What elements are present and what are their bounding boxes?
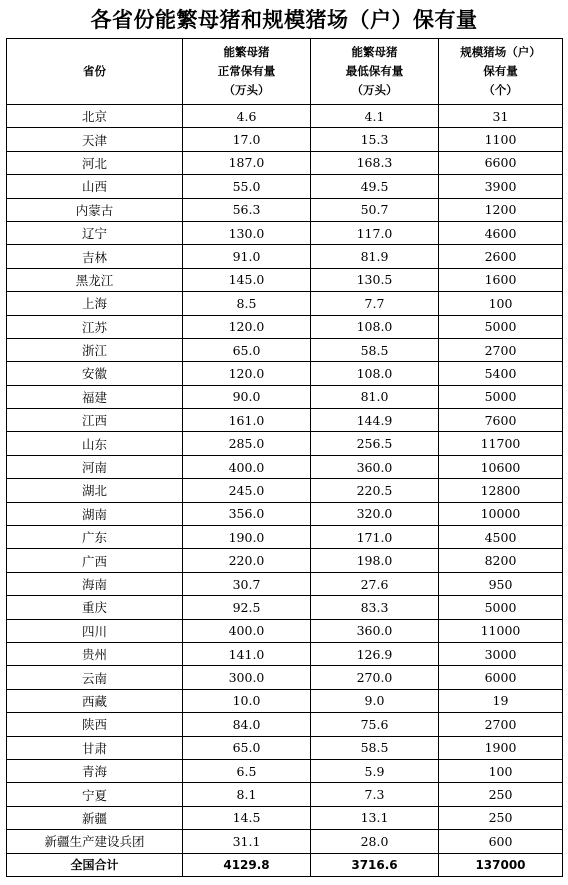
minimum-stock-cell: 49.5 bbox=[311, 175, 439, 198]
farm-count-cell: 250 bbox=[439, 806, 563, 829]
farm-count-cell: 12800 bbox=[439, 479, 563, 502]
minimum-stock-cell: 360.0 bbox=[311, 619, 439, 642]
table-row bbox=[7, 268, 563, 291]
table-row bbox=[7, 526, 563, 549]
minimum-stock-cell: 256.5 bbox=[311, 432, 439, 455]
normal-stock-cell: 145.0 bbox=[183, 268, 311, 291]
normal-stock-cell: 190.0 bbox=[183, 526, 311, 549]
table-row bbox=[7, 338, 563, 361]
farm-count-cell: 31 bbox=[439, 105, 563, 128]
farm-count-cell: 950 bbox=[439, 572, 563, 595]
farm-count-cell: 4500 bbox=[439, 526, 563, 549]
normal-stock-cell: 92.5 bbox=[183, 596, 311, 619]
header-normal-stock: 能繁母猪 正常保有量 （万头） bbox=[183, 39, 311, 105]
minimum-stock-cell: 320.0 bbox=[311, 502, 439, 525]
normal-stock-cell: 10.0 bbox=[183, 689, 311, 712]
farm-count-cell: 7600 bbox=[439, 409, 563, 432]
minimum-stock-cell: 15.3 bbox=[311, 128, 439, 151]
normal-stock-cell: 4.6 bbox=[183, 105, 311, 128]
province-cell: 江苏 bbox=[7, 315, 183, 338]
normal-stock-cell: 300.0 bbox=[183, 666, 311, 689]
table-row bbox=[7, 105, 563, 128]
farm-count-cell: 1600 bbox=[439, 268, 563, 291]
farm-count-cell: 100 bbox=[439, 759, 563, 782]
table-row bbox=[7, 409, 563, 432]
table-row bbox=[7, 713, 563, 736]
table-row bbox=[7, 666, 563, 689]
province-cell: 安徽 bbox=[7, 362, 183, 385]
table-row bbox=[7, 642, 563, 665]
normal-stock-cell: 56.3 bbox=[183, 198, 311, 221]
table-row bbox=[7, 432, 563, 455]
farm-count-cell: 1200 bbox=[439, 198, 563, 221]
table-row bbox=[7, 315, 563, 338]
normal-stock-cell: 120.0 bbox=[183, 362, 311, 385]
normal-stock-cell: 220.0 bbox=[183, 549, 311, 572]
farm-count-cell: 6600 bbox=[439, 151, 563, 174]
minimum-stock-cell: 4.1 bbox=[311, 105, 439, 128]
table-row bbox=[7, 759, 563, 782]
table-row bbox=[7, 596, 563, 619]
table-row bbox=[7, 175, 563, 198]
normal-stock-cell: 90.0 bbox=[183, 385, 311, 408]
normal-stock-cell: 130.0 bbox=[183, 221, 311, 244]
normal-stock-cell: 84.0 bbox=[183, 713, 311, 736]
province-cell: 云南 bbox=[7, 666, 183, 689]
minimum-stock-cell: 5.9 bbox=[311, 759, 439, 782]
table-row bbox=[7, 783, 563, 806]
farm-count-cell: 2600 bbox=[439, 245, 563, 268]
farm-count-cell: 8200 bbox=[439, 549, 563, 572]
farm-count-cell: 4600 bbox=[439, 221, 563, 244]
province-cell: 河南 bbox=[7, 455, 183, 478]
header-minimum-stock: 能繁母猪 最低保有量 （万头） bbox=[311, 39, 439, 105]
farm-count-cell: 5000 bbox=[439, 596, 563, 619]
farm-count-cell: 600 bbox=[439, 830, 563, 853]
minimum-stock-cell: 126.9 bbox=[311, 642, 439, 665]
province-cell: 广东 bbox=[7, 526, 183, 549]
minimum-stock-cell: 13.1 bbox=[311, 806, 439, 829]
table-row bbox=[7, 736, 563, 759]
farm-count-cell: 5000 bbox=[439, 385, 563, 408]
normal-stock-cell: 6.5 bbox=[183, 759, 311, 782]
table-row bbox=[7, 619, 563, 642]
table-row bbox=[7, 198, 563, 221]
farm-count-cell: 1100 bbox=[439, 128, 563, 151]
normal-stock-cell: 400.0 bbox=[183, 455, 311, 478]
minimum-stock-cell: 28.0 bbox=[311, 830, 439, 853]
farm-count-cell: 11700 bbox=[439, 432, 563, 455]
page-title: 各省份能繁母猪和规模猪场（户）保有量 bbox=[90, 8, 478, 32]
farm-count-cell: 5000 bbox=[439, 315, 563, 338]
minimum-stock-cell: 168.3 bbox=[311, 151, 439, 174]
normal-stock-cell: 245.0 bbox=[183, 479, 311, 502]
province-cell: 上海 bbox=[7, 292, 183, 315]
normal-stock-cell: 14.5 bbox=[183, 806, 311, 829]
farm-count-cell: 3900 bbox=[439, 175, 563, 198]
minimum-stock-cell: 117.0 bbox=[311, 221, 439, 244]
province-cell: 贵州 bbox=[7, 642, 183, 665]
total-minimum: 3716.6 bbox=[311, 853, 439, 876]
farm-count-cell: 2700 bbox=[439, 713, 563, 736]
table-row bbox=[7, 689, 563, 712]
total-row bbox=[7, 853, 563, 876]
table-row bbox=[7, 292, 563, 315]
province-cell: 浙江 bbox=[7, 338, 183, 361]
province-cell: 新疆生产建设兵团 bbox=[7, 830, 183, 853]
minimum-stock-cell: 58.5 bbox=[311, 736, 439, 759]
farm-count-cell: 10000 bbox=[439, 502, 563, 525]
normal-stock-cell: 187.0 bbox=[183, 151, 311, 174]
minimum-stock-cell: 9.0 bbox=[311, 689, 439, 712]
province-cell: 重庆 bbox=[7, 596, 183, 619]
minimum-stock-cell: 220.5 bbox=[311, 479, 439, 502]
minimum-stock-cell: 360.0 bbox=[311, 455, 439, 478]
normal-stock-cell: 141.0 bbox=[183, 642, 311, 665]
minimum-stock-cell: 27.6 bbox=[311, 572, 439, 595]
minimum-stock-cell: 198.0 bbox=[311, 549, 439, 572]
province-cell: 海南 bbox=[7, 572, 183, 595]
province-cell: 陕西 bbox=[7, 713, 183, 736]
table-row bbox=[7, 151, 563, 174]
province-cell: 吉林 bbox=[7, 245, 183, 268]
minimum-stock-cell: 108.0 bbox=[311, 362, 439, 385]
table-body bbox=[7, 105, 563, 854]
province-cell: 福建 bbox=[7, 385, 183, 408]
minimum-stock-cell: 7.3 bbox=[311, 783, 439, 806]
table-row bbox=[7, 128, 563, 151]
table-row bbox=[7, 362, 563, 385]
farm-count-cell: 11000 bbox=[439, 619, 563, 642]
province-cell: 江西 bbox=[7, 409, 183, 432]
province-cell: 河北 bbox=[7, 151, 183, 174]
table-row bbox=[7, 549, 563, 572]
total-normal: 4129.8 bbox=[183, 853, 311, 876]
minimum-stock-cell: 75.6 bbox=[311, 713, 439, 736]
province-cell: 黑龙江 bbox=[7, 268, 183, 291]
normal-stock-cell: 356.0 bbox=[183, 502, 311, 525]
province-cell: 四川 bbox=[7, 619, 183, 642]
data-table bbox=[6, 38, 563, 877]
table-row bbox=[7, 830, 563, 853]
table-row bbox=[7, 572, 563, 595]
minimum-stock-cell: 144.9 bbox=[311, 409, 439, 432]
normal-stock-cell: 161.0 bbox=[183, 409, 311, 432]
province-cell: 天津 bbox=[7, 128, 183, 151]
minimum-stock-cell: 270.0 bbox=[311, 666, 439, 689]
normal-stock-cell: 285.0 bbox=[183, 432, 311, 455]
province-cell: 宁夏 bbox=[7, 783, 183, 806]
farm-count-cell: 250 bbox=[439, 783, 563, 806]
normal-stock-cell: 400.0 bbox=[183, 619, 311, 642]
normal-stock-cell: 8.1 bbox=[183, 783, 311, 806]
normal-stock-cell: 65.0 bbox=[183, 338, 311, 361]
normal-stock-cell: 120.0 bbox=[183, 315, 311, 338]
farm-count-cell: 5400 bbox=[439, 362, 563, 385]
minimum-stock-cell: 108.0 bbox=[311, 315, 439, 338]
farm-count-cell: 1900 bbox=[439, 736, 563, 759]
normal-stock-cell: 30.7 bbox=[183, 572, 311, 595]
province-cell: 湖南 bbox=[7, 502, 183, 525]
table-row bbox=[7, 455, 563, 478]
minimum-stock-cell: 130.5 bbox=[311, 268, 439, 291]
farm-count-cell: 19 bbox=[439, 689, 563, 712]
province-cell: 湖北 bbox=[7, 479, 183, 502]
header-row bbox=[7, 39, 563, 105]
farm-count-cell: 100 bbox=[439, 292, 563, 315]
province-cell: 辽宁 bbox=[7, 221, 183, 244]
header-farm-count: 规模猪场（户） 保有量 （个） bbox=[439, 39, 563, 105]
table-row bbox=[7, 221, 563, 244]
province-cell: 北京 bbox=[7, 105, 183, 128]
province-cell: 山西 bbox=[7, 175, 183, 198]
minimum-stock-cell: 81.0 bbox=[311, 385, 439, 408]
minimum-stock-cell: 50.7 bbox=[311, 198, 439, 221]
minimum-stock-cell: 171.0 bbox=[311, 526, 439, 549]
minimum-stock-cell: 81.9 bbox=[311, 245, 439, 268]
province-cell: 甘肃 bbox=[7, 736, 183, 759]
province-cell: 内蒙古 bbox=[7, 198, 183, 221]
minimum-stock-cell: 83.3 bbox=[311, 596, 439, 619]
province-cell: 新疆 bbox=[7, 806, 183, 829]
farm-count-cell: 6000 bbox=[439, 666, 563, 689]
province-cell: 西藏 bbox=[7, 689, 183, 712]
header-province: 省份 bbox=[7, 39, 183, 105]
province-cell: 山东 bbox=[7, 432, 183, 455]
normal-stock-cell: 31.1 bbox=[183, 830, 311, 853]
farm-count-cell: 3000 bbox=[439, 642, 563, 665]
total-farms: 137000 bbox=[439, 853, 563, 876]
normal-stock-cell: 8.5 bbox=[183, 292, 311, 315]
table-row bbox=[7, 479, 563, 502]
minimum-stock-cell: 58.5 bbox=[311, 338, 439, 361]
table-row bbox=[7, 502, 563, 525]
total-label: 全国合计 bbox=[7, 853, 183, 876]
normal-stock-cell: 55.0 bbox=[183, 175, 311, 198]
farm-count-cell: 2700 bbox=[439, 338, 563, 361]
table-row bbox=[7, 806, 563, 829]
minimum-stock-cell: 7.7 bbox=[311, 292, 439, 315]
normal-stock-cell: 17.0 bbox=[183, 128, 311, 151]
table-row bbox=[7, 245, 563, 268]
province-cell: 广西 bbox=[7, 549, 183, 572]
table-row bbox=[7, 385, 563, 408]
normal-stock-cell: 65.0 bbox=[183, 736, 311, 759]
farm-count-cell: 10600 bbox=[439, 455, 563, 478]
normal-stock-cell: 91.0 bbox=[183, 245, 311, 268]
province-cell: 青海 bbox=[7, 759, 183, 782]
